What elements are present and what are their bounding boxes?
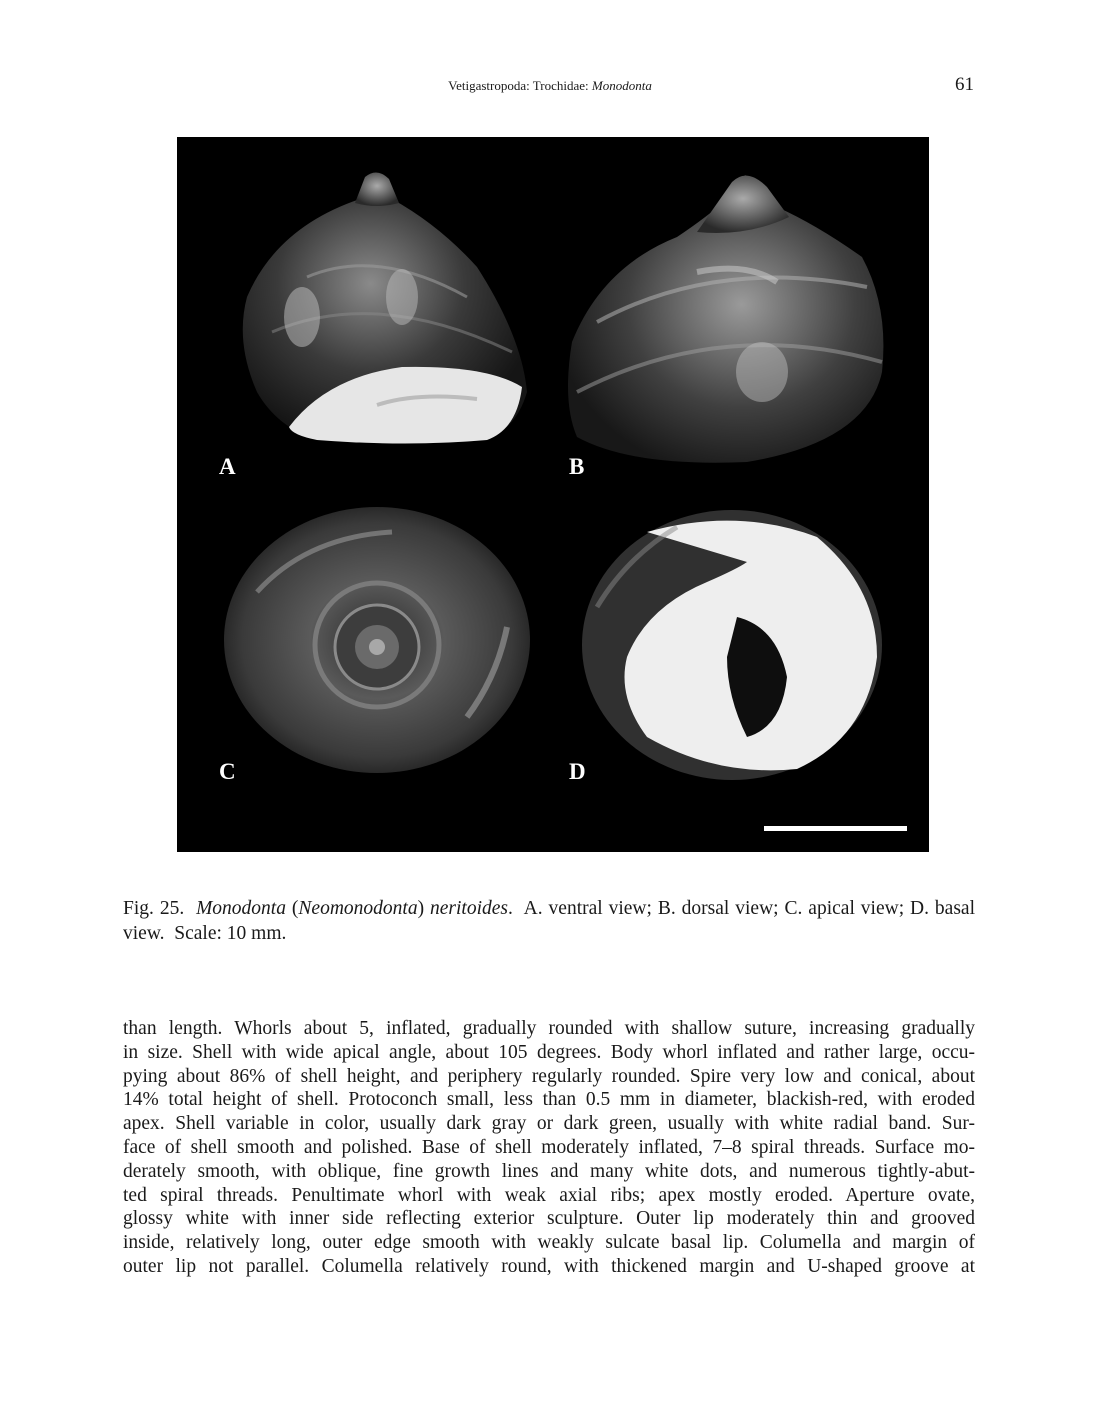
body-line: face of shell smooth and polished. Base of shell moderately inflated, 7–8 spiral threads. Surface mo-	[123, 1136, 975, 1158]
panel-letter-d: D	[569, 759, 586, 784]
caption-species: neritoides	[430, 898, 508, 919]
body-text	[123, 1017, 975, 1279]
shell-c-apical	[224, 507, 530, 773]
body-line: outer lip not parallel. Columella relatively round, with thickened margin and U-shaped groove at	[123, 1255, 975, 1277]
panel-letter-b: B	[569, 454, 585, 479]
running-head-prefix: Vetigastropoda: Trochidae:	[448, 78, 592, 93]
running-head-genus: Monodonta	[591, 78, 652, 93]
body-line: glossy white with inner side reflecting exterior sculpture. Outer lip moderately thin and grooved	[123, 1208, 975, 1230]
body-line: 14% total height of shell. Protoconch small, less than 0.5 mm in diameter, blackish-red, with eroded	[123, 1089, 975, 1111]
body-line: than length. Whorls about 5, inflated, gradually rounded with shallow suture, increasing gradually	[123, 1018, 975, 1039]
caption-subgenus: Neomonodonta	[298, 898, 418, 919]
caption-label: Fig. 25.	[123, 898, 185, 919]
caption-views: A. ventral view; B. dorsal view; C. apical view; D. basal view.	[123, 898, 975, 944]
body-line: in size. Shell with wide apical angle, about 105 degrees. Body whorl inflated and rather large, occu-	[123, 1041, 975, 1063]
panel-letter-a: A	[219, 454, 236, 479]
caption-scale: Scale: 10 mm.	[174, 923, 287, 944]
figure-caption: Fig. 25. Monodonta (Neomonodonta) neritoides. A. ventral view; B. dorsal view; C. apical view; D. basal view. Scale: 10 mm.	[123, 898, 975, 944]
page-number: 61	[955, 74, 974, 95]
shell-a-ventral	[243, 172, 527, 443]
shell-photographs	[177, 137, 929, 852]
body-line: derately smooth, with oblique, fine growth lines and many white dots, and numerous tightly-abut-	[123, 1160, 975, 1182]
body-line: ted spiral threads. Penultimate whorl with weak axial ribs; apex mostly eroded. Aperture ovate,	[123, 1184, 975, 1206]
figure-plate	[177, 137, 929, 852]
body-line: pying about 86% of shell height, and periphery regularly rounded. Spire very low and conical, about	[123, 1065, 975, 1087]
body-line: apex. Shell variable in color, usually dark gray or dark green, usually with white radial band. Sur-	[123, 1113, 975, 1135]
scale-bar	[764, 826, 907, 831]
shell-b-dorsal	[568, 175, 883, 463]
caption-genus: Monodonta	[196, 898, 286, 919]
panel-letter-c: C	[219, 759, 236, 784]
body-line: inside, relatively long, outer edge smooth with weakly sulcate basal lip. Columella and margin of	[123, 1232, 975, 1254]
shell-d-basal	[582, 510, 882, 780]
